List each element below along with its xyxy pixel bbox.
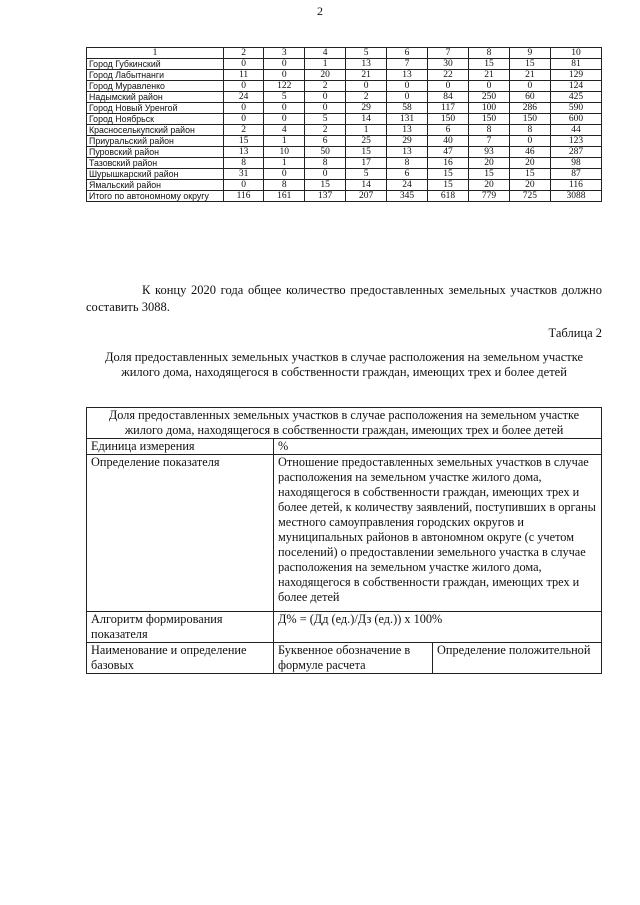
table-cell: 16: [428, 158, 469, 169]
table-cell: 15: [428, 180, 469, 191]
table-cell: 15: [346, 147, 387, 158]
table-header-row: [87, 48, 602, 59]
column-number: 2: [224, 48, 264, 59]
table-cell: 93: [468, 147, 509, 158]
table-cell: 1: [305, 59, 346, 70]
table-cell: 0: [224, 103, 264, 114]
table-cell: 6: [387, 169, 428, 180]
table-cell: 6: [305, 136, 346, 147]
land-plots-table: [86, 47, 602, 202]
total-cell: 725: [509, 191, 550, 202]
table-cell: 0: [224, 114, 264, 125]
table-row: [87, 180, 602, 191]
municipality-name: Город Новый Уренгой: [87, 103, 224, 114]
table-cell: 20: [509, 180, 550, 191]
table2-title: Доля предоставленных земельных участков в случае расположения на земельном участке жилого дома, находящегося в собственности граждан, имеющих трех и более детей: [104, 350, 584, 379]
table-cell: 2: [305, 125, 346, 136]
table-cell: 11: [224, 70, 264, 81]
table-row: [87, 70, 602, 81]
table-cell: 60: [509, 92, 550, 103]
table-cell: 0: [387, 81, 428, 92]
municipality-name: Город Муравленко: [87, 81, 224, 92]
indicator-row: [87, 643, 602, 674]
indicator-header-row: [87, 408, 602, 439]
table-cell: 117: [428, 103, 469, 114]
unit-label: Единица измерения: [87, 439, 274, 455]
municipality-name: Красноселькупский район: [87, 125, 224, 136]
column-number: 9: [509, 48, 550, 59]
page-number: 2: [317, 4, 323, 18]
table-cell: 5: [264, 92, 305, 103]
table-cell: 0: [428, 81, 469, 92]
table-cell: 0: [224, 81, 264, 92]
table-cell: 14: [346, 180, 387, 191]
total-cell: 345: [387, 191, 428, 202]
table-cell: 150: [468, 114, 509, 125]
table-cell: 46: [509, 147, 550, 158]
table-cell: 0: [224, 180, 264, 191]
table-cell: 13: [387, 147, 428, 158]
indicator-header-cell: Доля предоставленных земельных участков в случае расположения на земельном участке жилого дома, находящегося в собственности граждан, имеющих трех и более детей: [87, 408, 602, 439]
table-cell: 47: [428, 147, 469, 158]
indicator-row: [87, 612, 602, 643]
total-row: [87, 191, 602, 202]
table2-caption: Таблица 2: [548, 326, 602, 340]
total-cell: 779: [468, 191, 509, 202]
table-row: [87, 92, 602, 103]
column-number: 6: [387, 48, 428, 59]
total-cell: 161: [264, 191, 305, 202]
table-cell: 8: [468, 125, 509, 136]
table-cell: 0: [509, 136, 550, 147]
table-cell: 20: [305, 70, 346, 81]
table-cell: 13: [224, 147, 264, 158]
table-cell: 129: [550, 70, 601, 81]
table-cell: 425: [550, 92, 601, 103]
table-cell: 22: [428, 70, 469, 81]
indicator-row: [87, 455, 602, 612]
table-cell: 15: [224, 136, 264, 147]
table-cell: 123: [550, 136, 601, 147]
table-cell: 0: [387, 92, 428, 103]
table-cell: 0: [264, 114, 305, 125]
municipality-name: Город Ноябрьск: [87, 114, 224, 125]
table-cell: 44: [550, 125, 601, 136]
indicator-row: [87, 439, 602, 455]
municipality-name: Приуральский район: [87, 136, 224, 147]
table-cell: 286: [509, 103, 550, 114]
municipality-name: Город Губкинский: [87, 59, 224, 70]
table-cell: 13: [387, 125, 428, 136]
table-cell: 287: [550, 147, 601, 158]
table-cell: 30: [428, 59, 469, 70]
table-row: [87, 103, 602, 114]
table-row: [87, 59, 602, 70]
table-cell: 7: [468, 136, 509, 147]
table-cell: 0: [224, 59, 264, 70]
table-cell: 590: [550, 103, 601, 114]
table-cell: 15: [468, 169, 509, 180]
total-cell: 207: [346, 191, 387, 202]
table-cell: 15: [468, 59, 509, 70]
total-label: Итого по автономному округу: [87, 191, 224, 202]
table-cell: 81: [550, 59, 601, 70]
table-cell: 13: [387, 70, 428, 81]
table-cell: 600: [550, 114, 601, 125]
table-cell: 24: [387, 180, 428, 191]
table-cell: 0: [305, 92, 346, 103]
table-cell: 7: [387, 59, 428, 70]
municipality-name: Город Лабытнанги: [87, 70, 224, 81]
unit-value: %: [274, 439, 602, 455]
table-cell: 100: [468, 103, 509, 114]
table-cell: 2: [305, 81, 346, 92]
municipality-name: Шурышкарский район: [87, 169, 224, 180]
table-row: [87, 136, 602, 147]
letter-designation-header: Буквенное обозначение в формуле расчета: [274, 643, 433, 674]
municipality-name: Пуровский район: [87, 147, 224, 158]
table-cell: 15: [428, 169, 469, 180]
table-cell: 87: [550, 169, 601, 180]
table-cell: 2: [224, 125, 264, 136]
table-cell: 6: [428, 125, 469, 136]
table-cell: 50: [305, 147, 346, 158]
positive-definition-header: Определение положительной: [433, 643, 602, 674]
table-cell: 250: [468, 92, 509, 103]
table-cell: 1: [264, 136, 305, 147]
table-cell: 15: [509, 169, 550, 180]
table-cell: 5: [305, 114, 346, 125]
table-cell: 20: [468, 180, 509, 191]
table-row: [87, 169, 602, 180]
table-cell: 40: [428, 136, 469, 147]
table-cell: 2: [346, 92, 387, 103]
table-cell: 10: [264, 147, 305, 158]
indicator-table: [86, 407, 602, 674]
table-row: [87, 147, 602, 158]
table-cell: 31: [224, 169, 264, 180]
table-cell: 0: [509, 81, 550, 92]
table-row: [87, 114, 602, 125]
summary-paragraph: К концу 2020 года общее количество предоставленных земельных участков должно составить 3088.: [86, 283, 602, 314]
table-cell: 13: [346, 59, 387, 70]
table-cell: 20: [468, 158, 509, 169]
table-cell: 20: [509, 158, 550, 169]
column-number: 10: [550, 48, 601, 59]
column-number: 1: [87, 48, 224, 59]
table-cell: 0: [346, 81, 387, 92]
table-cell: 4: [264, 125, 305, 136]
table-cell: 98: [550, 158, 601, 169]
table-cell: 0: [305, 169, 346, 180]
total-cell: 137: [305, 191, 346, 202]
table-cell: 15: [305, 180, 346, 191]
table-cell: 17: [346, 158, 387, 169]
table-row: [87, 81, 602, 92]
table-cell: 21: [468, 70, 509, 81]
table-row: [87, 125, 602, 136]
column-number: 4: [305, 48, 346, 59]
table-cell: 150: [509, 114, 550, 125]
table-cell: 84: [428, 92, 469, 103]
table-cell: 58: [387, 103, 428, 114]
table-cell: 24: [224, 92, 264, 103]
table-cell: 8: [509, 125, 550, 136]
table-cell: 8: [264, 180, 305, 191]
table-cell: 15: [509, 59, 550, 70]
table-cell: 116: [550, 180, 601, 191]
column-number: 3: [264, 48, 305, 59]
table-cell: 21: [346, 70, 387, 81]
total-cell: 618: [428, 191, 469, 202]
algorithm-value: Д% = (Дд (ед.)/Дз (ед.)) x 100%: [274, 612, 602, 643]
table-cell: 0: [264, 70, 305, 81]
total-cell: 116: [224, 191, 264, 202]
column-number: 8: [468, 48, 509, 59]
algorithm-label: Алгоритм формирования показателя: [87, 612, 274, 643]
table-cell: 5: [346, 169, 387, 180]
table-cell: 25: [346, 136, 387, 147]
table-cell: 8: [305, 158, 346, 169]
table-cell: 8: [387, 158, 428, 169]
table-cell: 29: [387, 136, 428, 147]
table-cell: 0: [264, 59, 305, 70]
column-number: 5: [346, 48, 387, 59]
table-cell: 14: [346, 114, 387, 125]
table-cell: 122: [264, 81, 305, 92]
column-number: 7: [428, 48, 469, 59]
definition-value: Отношение предоставленных земельных участков в случае расположения на земельном участке жилого дома, находящегося в собственности граждан, имеющих трех и более детей, к количеству заявлений, поступивших в органы местного самоуправления городских округов и муниципальных районов в автономном округе (с учетом поселений) о предоставлении земельного участка в случае расположения на земельном участке жилого дома, находящегося в собственности граждан, имеющих трех и более детей: [274, 455, 602, 612]
table-cell: 1: [264, 158, 305, 169]
table-cell: 150: [428, 114, 469, 125]
table-cell: 21: [509, 70, 550, 81]
definition-label: Определение показателя: [87, 455, 274, 612]
base-indicators-label: Наименование и определение базовых: [87, 643, 274, 674]
municipality-name: Ямальский район: [87, 180, 224, 191]
table-cell: 0: [468, 81, 509, 92]
table-cell: 131: [387, 114, 428, 125]
table-cell: 0: [264, 169, 305, 180]
table-cell: 1: [346, 125, 387, 136]
total-cell: 3088: [550, 191, 601, 202]
table-cell: 0: [305, 103, 346, 114]
table-cell: 8: [224, 158, 264, 169]
municipality-name: Надымский район: [87, 92, 224, 103]
table-cell: 0: [264, 103, 305, 114]
table-row: [87, 158, 602, 169]
table-cell: 124: [550, 81, 601, 92]
table-cell: 29: [346, 103, 387, 114]
municipality-name: Тазовский район: [87, 158, 224, 169]
